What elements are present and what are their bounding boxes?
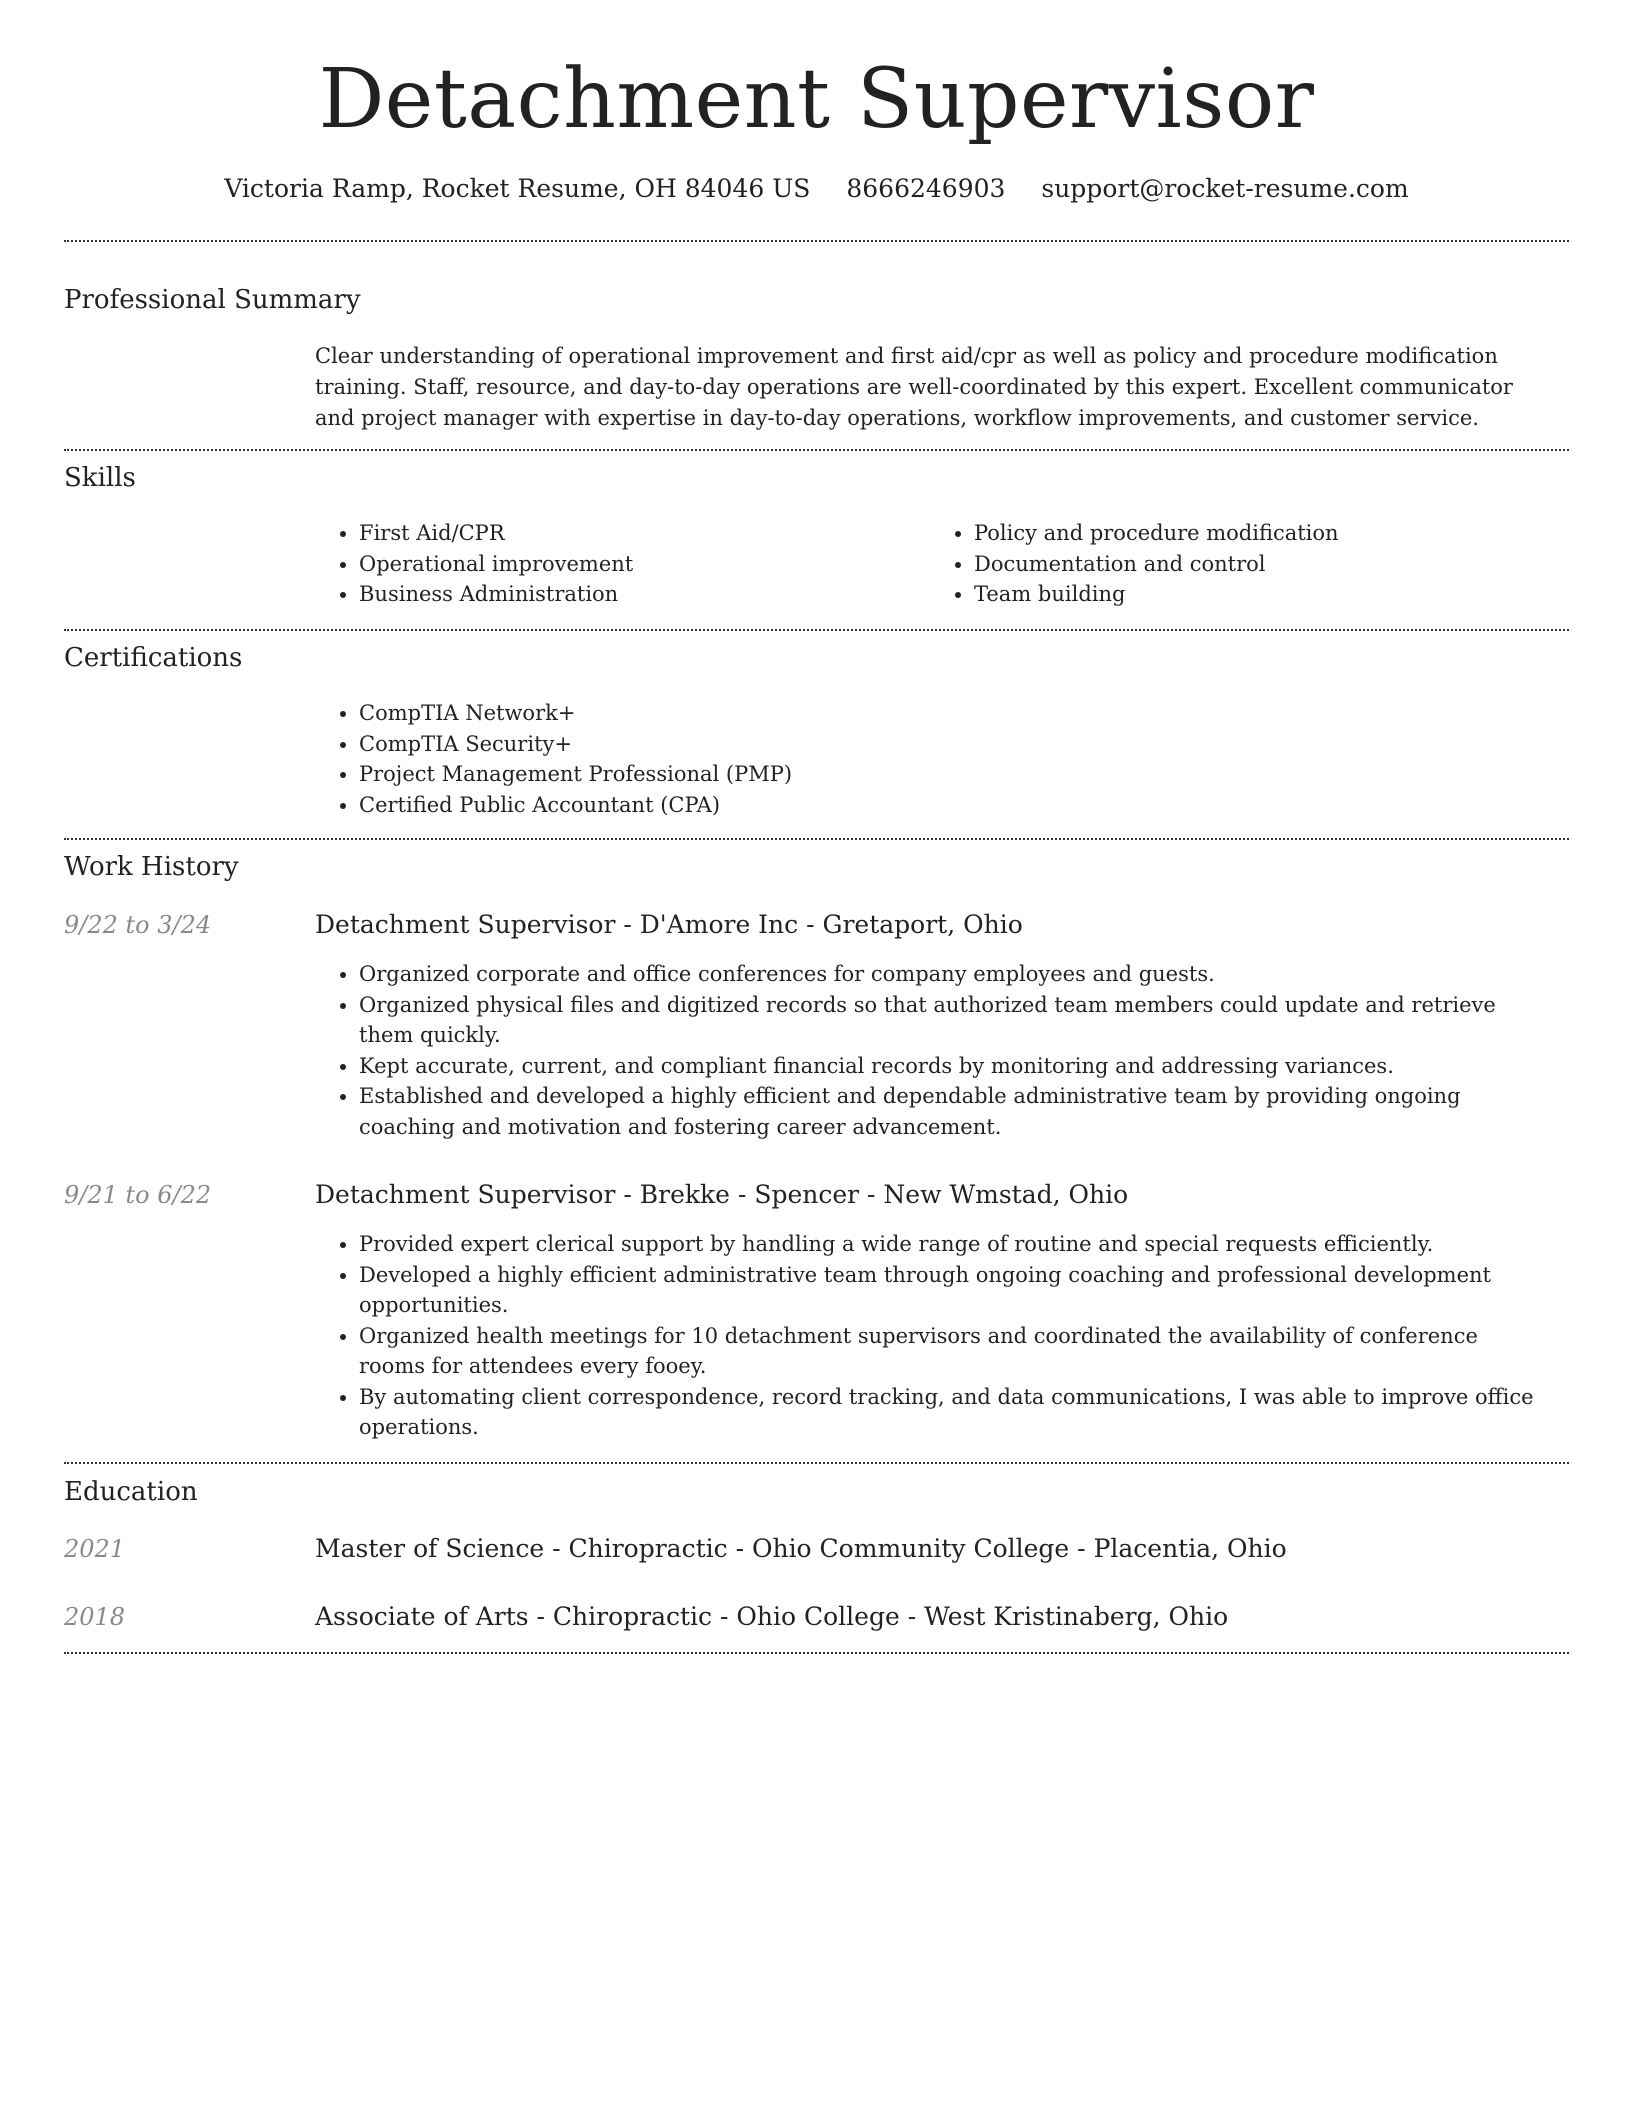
divider <box>64 1652 1569 1654</box>
job-title <box>315 1178 1565 1212</box>
list-item: • Team building <box>974 579 1550 610</box>
job-employer-location: - Brekke - Spencer - New Wmstad, Ohio <box>615 1180 1129 1209</box>
list-item: • Documentation and control <box>974 549 1550 580</box>
contact-line <box>64 172 1569 206</box>
list-item: • Business Administration <box>359 579 915 610</box>
list-item: • Organized physical files and digitized records so that authorized team members could update and retrieve them quickly. <box>359 990 1535 1051</box>
section-heading-summary: Professional Summary <box>64 285 361 315</box>
education-year: 2021 <box>64 1535 126 1563</box>
list-item: • CompTIA Security+ <box>359 729 1315 760</box>
contact-phone: 8666246903 <box>846 174 1006 203</box>
list-item: • CompTIA Network+ <box>359 698 1315 729</box>
list-item: • Certified Public Accountant (CPA) <box>359 790 1315 821</box>
job-dates: 9/21 to 6/22 <box>64 1181 212 1209</box>
job-title <box>315 908 1565 942</box>
divider <box>64 1462 1569 1464</box>
section-heading-work-history: Work History <box>64 852 239 882</box>
job-role: Detachment Supervisor <box>315 910 616 939</box>
section-heading-education: Education <box>64 1477 198 1507</box>
list-item: • By automating client correspondence, record tracking, and data communications, I was able to improve office operations. <box>359 1382 1535 1443</box>
list-item: • Kept accurate, current, and compliant financial records by monitoring and addressing variances. <box>359 1051 1535 1082</box>
certifications-list <box>315 698 1315 820</box>
education-degree: Master of Science - Chiropractic <box>315 1534 728 1563</box>
section-heading-skills: Skills <box>64 463 136 493</box>
contact-email: support@rocket-resume.com <box>1041 174 1409 203</box>
resume-title: Detachment Supervisor <box>318 52 1315 147</box>
contact-address: Victoria Ramp, Rocket Resume, OH 84046 US <box>224 174 811 203</box>
list-item: • Organized health meetings for 10 detachment supervisors and coordinated the availability of conference rooms for attendees every fooey. <box>359 1321 1535 1382</box>
job-bullets <box>315 1229 1535 1443</box>
list-item: • Organized corporate and office conferences for company employees and guests. <box>359 959 1535 990</box>
skills-column-right <box>930 518 1550 610</box>
divider <box>64 629 1569 631</box>
list-item: • Established and developed a highly efficient and dependable administrative team by providing ongoing coaching and motivation and fostering career advancement. <box>359 1081 1535 1142</box>
education-school-location: - Ohio College - West Kristinaberg, Ohio <box>712 1602 1229 1631</box>
job-bullets <box>315 959 1535 1142</box>
list-item: • Developed a highly efficient administrative team through ongoing coaching and professional development opportunities. <box>359 1260 1535 1321</box>
list-item: • Policy and procedure modification <box>974 518 1550 549</box>
list-item: • Operational improvement <box>359 549 915 580</box>
summary-text: Clear understanding of operational improvement and first aid/cpr as well as policy and procedure modification training. Staff, resource, and day-to-day operations are well-coordinated by this expert. Excellent communicator and project manager with expertise in day-to-day operations, workflow improvements, and customer service. <box>315 344 1513 430</box>
education-degree: Associate of Arts - Chiropractic <box>315 1602 713 1631</box>
skills-column-left <box>315 518 915 610</box>
divider <box>64 838 1569 840</box>
list-item: • Provided expert clerical support by handling a wide range of routine and special requests efficiently. <box>359 1229 1535 1260</box>
section-heading-certifications: Certifications <box>64 643 243 673</box>
education-year: 2018 <box>64 1603 126 1631</box>
list-item: • First Aid/CPR <box>359 518 915 549</box>
job-employer-location: - D'Amore Inc - Gretaport, Ohio <box>615 910 1023 939</box>
list-item: • Project Management Professional (PMP) <box>359 759 1315 790</box>
job-role: Detachment Supervisor <box>315 1180 616 1209</box>
education-school-location: - Ohio Community College - Placentia, Ohio <box>727 1534 1287 1563</box>
job-dates: 9/22 to 3/24 <box>64 911 212 939</box>
education-entry <box>315 1532 1565 1566</box>
divider <box>64 449 1569 451</box>
divider <box>64 240 1569 242</box>
education-entry <box>315 1600 1565 1634</box>
